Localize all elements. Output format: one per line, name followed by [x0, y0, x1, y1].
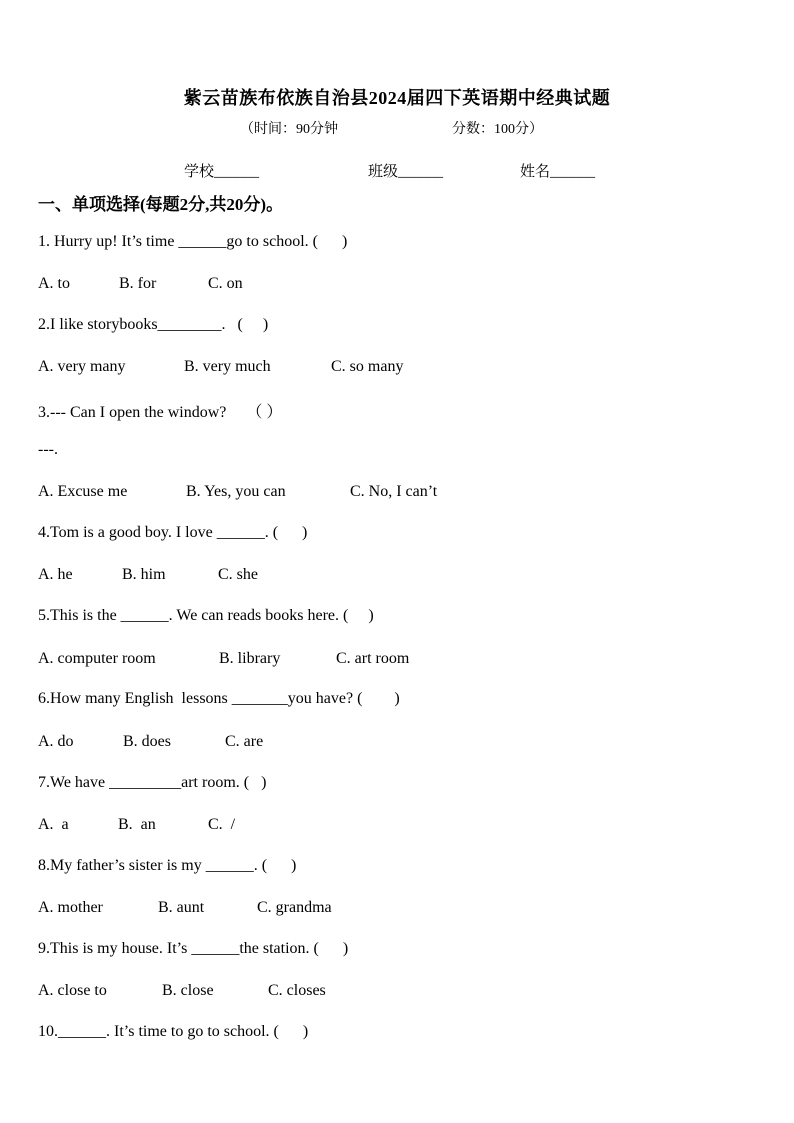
option-c: C. so many	[331, 358, 404, 375]
question-9: 9.This is my house. It’s ______the station. ( )	[38, 940, 349, 957]
question-6: 6.How many English lessons _______you have? ( )	[38, 690, 400, 707]
option-c: C. are	[225, 733, 264, 750]
option-a: A. a	[38, 816, 69, 833]
option-b: B. library	[219, 650, 281, 667]
option-c: C. she	[218, 566, 258, 583]
question-5: 5.This is the ______. We can reads books here. ( )	[38, 607, 374, 624]
option-a: A. he	[38, 566, 73, 583]
option-a: A. computer room	[38, 650, 156, 667]
option-c: C. No, I can’t	[350, 483, 438, 500]
options-5	[38, 650, 409, 668]
question-1: 1. Hurry up! It’s time ______go to school. ( )	[38, 233, 348, 250]
option-a: A. Excuse me	[38, 483, 128, 500]
option-a: A. to	[38, 275, 70, 292]
option-b: B. very much	[184, 358, 271, 375]
exam-score: 分数：100分）	[452, 122, 543, 137]
option-a: A. mother	[38, 899, 103, 916]
option-a: A. very many	[38, 358, 126, 375]
option-c: C. on	[208, 275, 243, 292]
question-7: 7.We have _________art room. ( )	[38, 774, 267, 791]
option-c: C. grandma	[257, 899, 332, 916]
option-c: C. art room	[336, 650, 410, 667]
option-b: B. an	[118, 816, 156, 833]
options-8	[38, 899, 332, 917]
question-8: 8.My father’s sister is my ______. ( )	[38, 857, 297, 874]
options-2	[38, 358, 403, 376]
class-field: 班级______	[368, 164, 444, 180]
options-4	[38, 566, 258, 584]
option-b: B. does	[123, 733, 171, 750]
question-2: 2.I like storybooks________. ( )	[38, 316, 269, 333]
question-10: 10.______. It’s time to go to school. ( )	[38, 1023, 309, 1040]
option-b: B. close	[162, 982, 214, 999]
option-b: B. Yes, you can	[186, 483, 286, 500]
options-3	[38, 483, 437, 501]
options-9	[38, 982, 326, 1000]
section-title: 一、单项选择(每题2分,共20分)。	[38, 195, 284, 214]
options-1	[38, 275, 243, 293]
option-b: B. him	[122, 566, 166, 583]
option-b: B. for	[119, 275, 157, 292]
option-c: C. /	[208, 816, 236, 833]
name-field: 姓名______	[520, 164, 596, 180]
options-6	[38, 733, 263, 751]
option-a: A. close to	[38, 982, 107, 999]
option-b: B. aunt	[158, 899, 205, 916]
option-a: A. do	[38, 733, 74, 750]
question-3: 3.--- Can I open the window? （ ）	[38, 404, 283, 421]
page-title: 紫云苗族布依族自治县2024届四下英语期中经典试题	[183, 88, 611, 108]
option-c: C. closes	[268, 982, 326, 999]
exam-time: （时间：90分钟	[240, 122, 338, 137]
school-field: 学校______	[184, 164, 260, 180]
options-7	[38, 816, 235, 834]
question-3-answer-line: ---.	[38, 441, 58, 458]
question-4: 4.Tom is a good boy. I love ______. ( )	[38, 524, 308, 541]
